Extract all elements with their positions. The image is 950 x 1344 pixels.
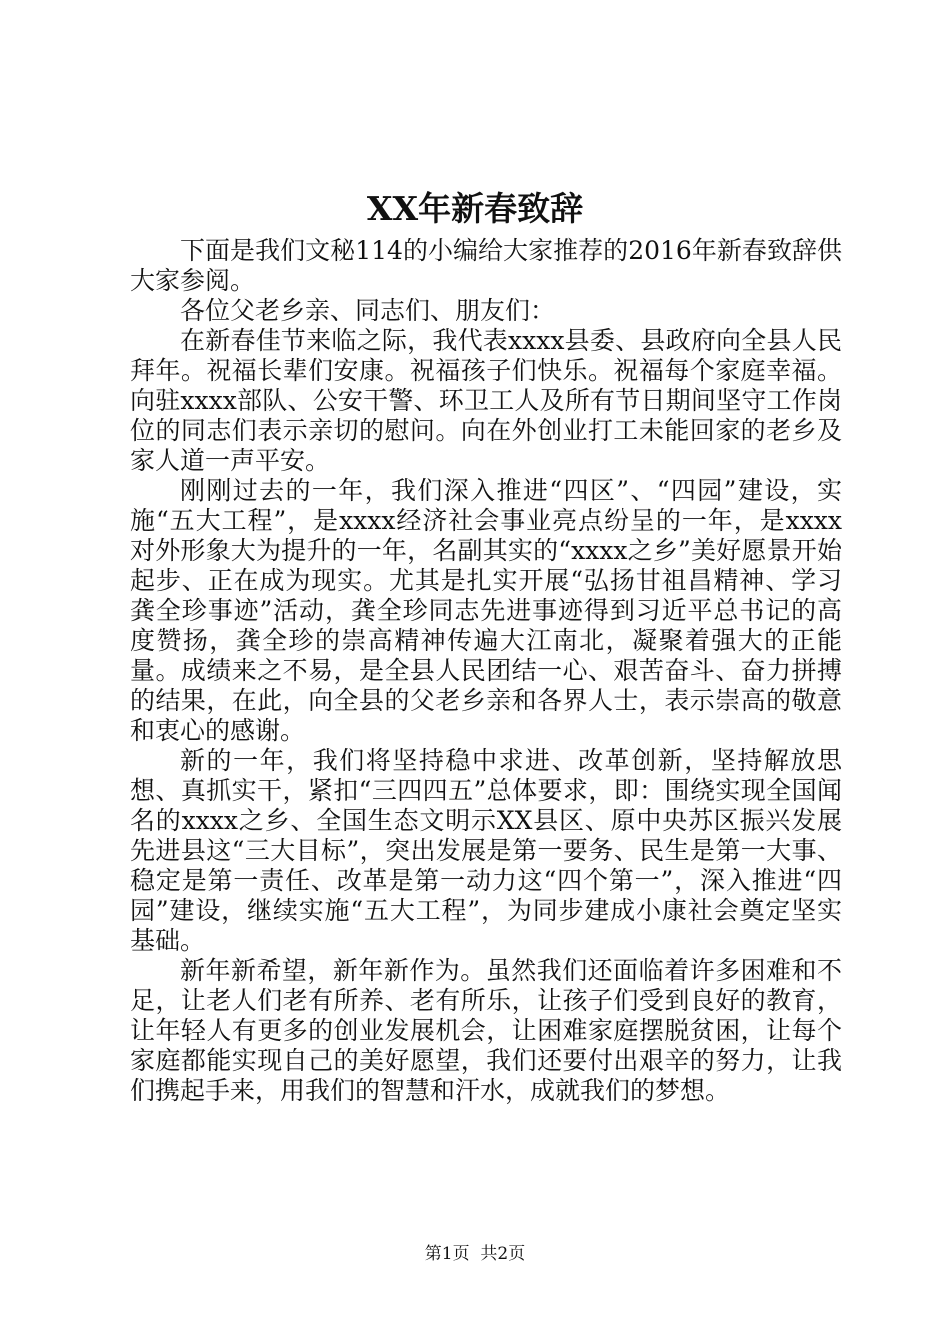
page-footer [0,1242,950,1266]
paragraph-greeting: 在新春佳节来临之际，我代表xxxx县委、县政府向全县人民拜年。祝福长辈们安康。祝福孩子们快乐。祝福每个家庭幸福。向驻xxxx部队、公安干警、环卫工人及所有节日期间坚守工作岗位的同志们表示亲切的慰问。向在外创业打工未能回家的老乡及家人道一声平安。 [130,326,842,475]
paragraph-closing: 新年新希望，新年新作为。虽然我们还面临着许多困难和不足，让老人们老有所养、老有所乐，让孩子们受到良好的教育，让年轻人有更多的创业发展机会，让困难家庭摆脱贫困，让每个家庭都能实现自己的美好愿望，我们还要付出艰辛的努力，让我们携起手来，用我们的智慧和汗水，成就我们的梦想。 [130,956,842,1105]
document-body [130,236,842,1106]
page-total: 共2页 [480,1244,526,1264]
paragraph-plan: 新的一年，我们将坚持稳中求进、改革创新，坚持解放思想、真抓实干，紧扣“三四四五”总体要求，即：围绕实现全国闻名的xxxx之乡、全国生态文明示XX县区、原中央苏区振兴发展先进县这“三大目标”，突出发展是第一要务、民生是第一大事、稳定是第一责任、改革是第一动力这“四个第一”，深入推进“四园”建设，继续实施“五大工程”，为同步建成小康社会奠定坚实基础。 [130,746,842,955]
paragraph-salutation: 各位父老乡亲、同志们、朋友们： [180,296,556,325]
paragraph-intro: 下面是我们文秘114的小编给大家推荐的2016年新春致辞供大家参阅。 [130,236,842,295]
document-title: XX年新春致辞 [366,189,584,228]
paragraph-review: 刚刚过去的一年，我们深入推进“四区”、“四园”建设，实施“五大工程”，是xxxx经济社会事业亮点纷呈的一年，是xxxx对外形象大为提升的一年，名副其实的“xxxx之乡”美好愿景开始起步、正在成为现实。尤其是扎实开展“弘扬甘祖昌精神、学习龚全珍事迹”活动，龚全珍同志先进事迹得到习近平总书记的高度赞扬，龚全珍的崇高精神传遍大江南北，凝聚着强大的正能量。成绩来之不易，是全县人民团结一心、艰苦奋斗、奋力拼搏的结果，在此，向全县的父老乡亲和各界人士，表示崇高的敬意和衷心的感谢。 [130,476,842,745]
page-number: 第1页 [424,1244,470,1264]
